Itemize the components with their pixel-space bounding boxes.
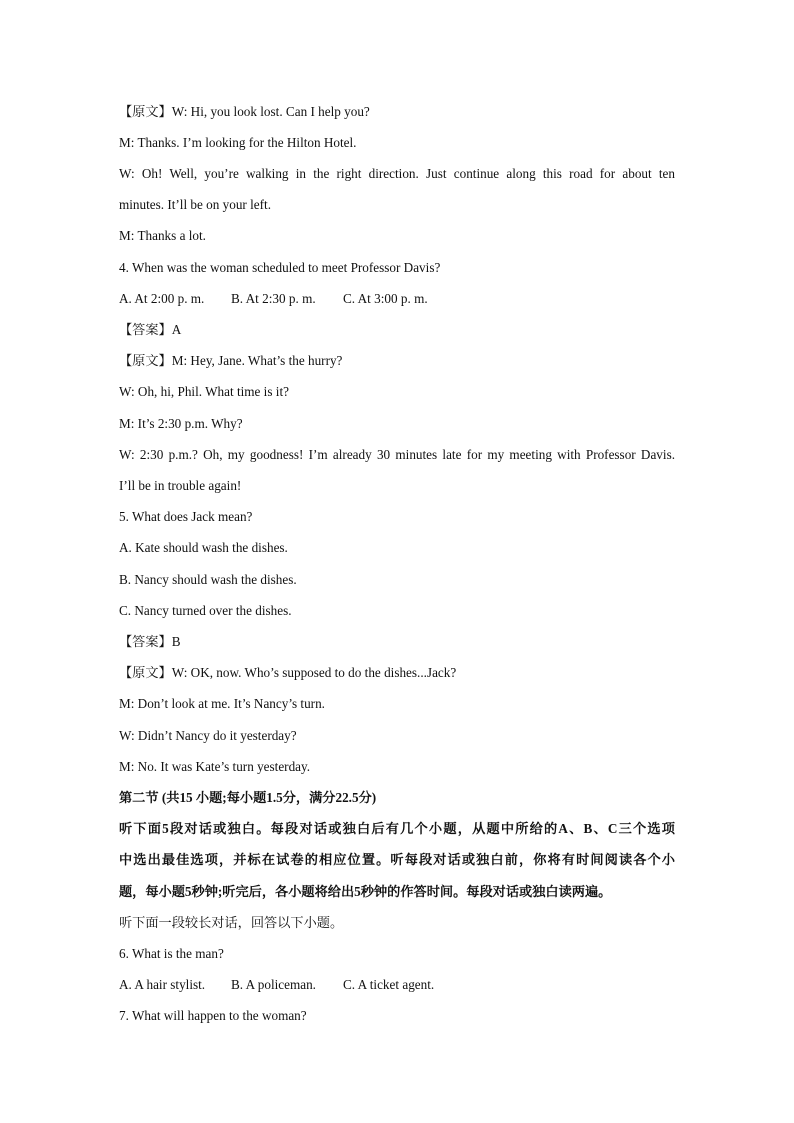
transcript-line: W: 2:30 p.m.? Oh, my goodness! I’m already 30 minutes late for my meeting with Professor Davis. — [119, 447, 675, 462]
q4-option-a: A. At 2:00 p. m. — [119, 291, 205, 306]
transcript-line: W: Didn’t Nancy do it yesterday? — [119, 728, 297, 743]
transcript-line: 【原文】M: Hey, Jane. What’s the hurry? — [119, 353, 343, 368]
question-6: 6. What is the man? — [119, 946, 224, 961]
q4-option-b: B. At 2:30 p. m. — [231, 291, 316, 306]
transcript-line: W: Oh! Well, you’re walking in the right direction. Just continue along this road for about ten — [119, 166, 675, 181]
q5-option-a: A. Kate should wash the dishes. — [119, 540, 288, 555]
question-4-options — [119, 289, 675, 309]
q6-option-c: C. A ticket agent. — [343, 977, 435, 992]
transcript-line: M: Don’t look at me. It’s Nancy’s turn. — [119, 696, 325, 711]
question-6-options — [119, 975, 675, 995]
answer-line: 【答案】B — [119, 634, 181, 649]
answer-line: 【答案】A — [119, 322, 182, 337]
instruction-line: 听下面5段对话或独白。每段对话或独白后有几个小题，从题中所给的A、B、C三个选项 — [119, 821, 675, 836]
q4-option-c: C. At 3:00 p. m. — [343, 291, 428, 306]
transcript-line: M: No. It was Kate’s turn yesterday. — [119, 759, 311, 774]
q6-option-a: A. A hair stylist. — [119, 977, 206, 992]
question-4: 4. When was the woman scheduled to meet Professor Davis? — [119, 260, 441, 275]
transcript-line: M: Thanks a lot. — [119, 228, 206, 243]
question-5: 5. What does Jack mean? — [119, 509, 253, 524]
instruction-line: 中选出最佳选项，并标在试卷的相应位置。听每段对话或独白前，你将有时间阅读各个小 — [119, 852, 675, 867]
transcript-line: 【原文】W: Hi, you look lost. Can I help you? — [119, 104, 370, 119]
transcript-line: W: Oh, hi, Phil. What time is it? — [119, 384, 289, 399]
transcript-line: M: It’s 2:30 p.m. Why? — [119, 416, 243, 431]
transcript-line: I’ll be in trouble again! — [119, 478, 242, 493]
instruction-line: 题，每小题5秒钟;听完后，各小题将给出5秒钟的作答时间。每段对话或独白读两遍。 — [119, 884, 612, 899]
instruction-line: 听下面一段较长对话，回答以下小题。 — [119, 915, 344, 930]
transcript-line: 【原文】W: OK, now. Who’s supposed to do the dishes...Jack? — [119, 665, 457, 680]
section-heading: 第二节 (共15 小题;每小题1.5分，满分22.5分) — [119, 790, 377, 805]
q6-option-b: B. A policeman. — [231, 977, 316, 992]
transcript-line: M: Thanks. I’m looking for the Hilton Hotel. — [119, 135, 357, 150]
q5-option-c: C. Nancy turned over the dishes. — [119, 603, 292, 618]
q5-option-b: B. Nancy should wash the dishes. — [119, 572, 297, 587]
transcript-line: minutes. It’ll be on your left. — [119, 197, 271, 212]
question-7: 7. What will happen to the woman? — [119, 1008, 307, 1023]
